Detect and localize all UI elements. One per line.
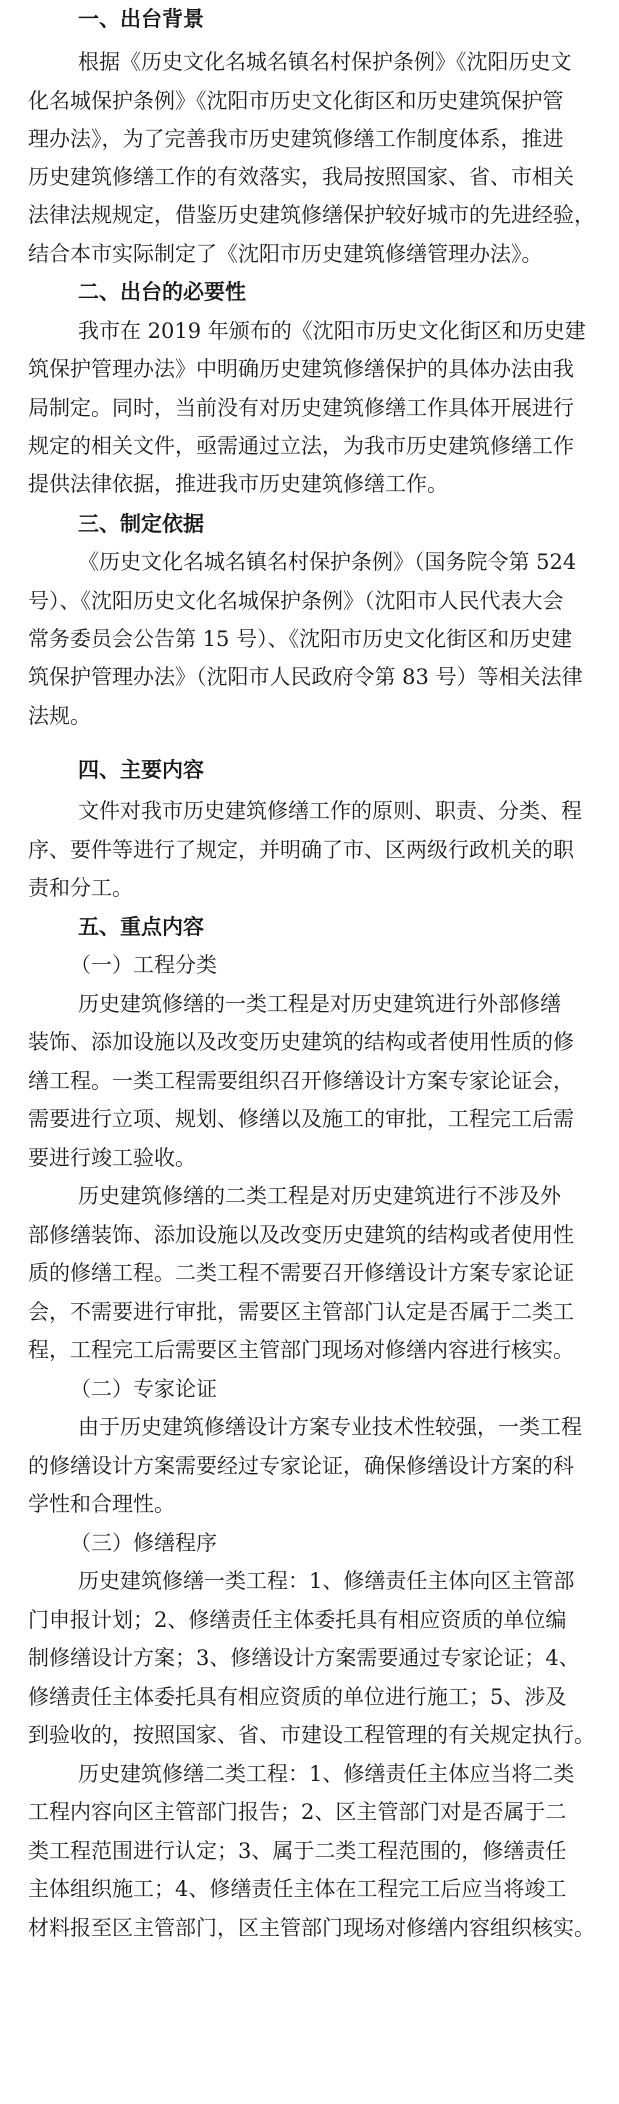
paragraph-line: 到验收的，按照国家、省、市建设工程管理的有关规定执行。: [28, 1723, 595, 1747]
paragraph-line: 门申报计划；2、修缮责任主体委托具有相应资质的单位编: [28, 1608, 567, 1632]
paragraph-line: 筑保护管理办法》中明确历史建筑修缮保护的具体办法由我: [28, 357, 574, 381]
paragraph-line: 常务委员会公告第 15 号）、《沈阳市历史文化街区和历史建: [28, 627, 573, 651]
paragraph-line: 程，工程完工后需要区主管部门现场对修缮内容进行核实。: [28, 1338, 574, 1362]
heading-key-content: 五、重点内容: [78, 915, 204, 939]
subheading-repair-procedure: （三）修缮程序: [70, 1531, 217, 1555]
paragraph-line: 需要进行立项、规划、修缮以及施工的审批，工程完工后需: [28, 1107, 574, 1131]
paragraph-line: 的修缮设计方案需要经过专家论证，确保修缮设计方案的科: [28, 1454, 574, 1478]
heading-main-content: 四、主要内容: [78, 758, 204, 782]
paragraph-line: 材料报至区主管部门，区主管部门现场对修缮内容组织核实。: [28, 1916, 595, 1940]
heading-background: 一、出台背景: [78, 7, 204, 31]
heading-basis: 三、制定依据: [78, 512, 204, 536]
paragraph-line: 装饰、添加设施以及改变历史建筑的结构或者使用性质的修: [28, 1030, 574, 1054]
paragraph-line: 筑保护管理办法》（沈阳市人民政府令第 83 号）等相关法律: [28, 665, 583, 689]
subheading-expert-review: （二）专家论证: [70, 1377, 217, 1401]
paragraph-line: 规定的相关文件，亟需通过立法，为我市历史建筑修缮工作: [28, 434, 574, 458]
paragraph-line: 法律法规规定，借鉴历史建筑修缮保护较好城市的先进经验，: [28, 203, 595, 227]
paragraph-line: 《历史文化名城名镇名村保护条例》（国务院令第 524: [78, 550, 577, 574]
paragraph-line: 制修缮设计方案；3、修缮设计方案需要通过专家论证；4、: [28, 1646, 580, 1670]
paragraph-line: 结合本市实际制定了《沈阳市历史建筑修缮管理办法》。: [28, 242, 543, 266]
paragraph-line: 号）、《沈阳历史文化名城保护条例》（沈阳市人民代表大会: [28, 589, 564, 613]
paragraph-line: 由于历史建筑修缮设计方案专业技术性较强，一类工程: [78, 1415, 582, 1439]
paragraph-line: 类工程范围进行认定；3、属于二类工程范围的，修缮责任: [28, 1839, 567, 1863]
paragraph-line: 会，不需要进行审批，需要区主管部门认定是否属于二类工: [28, 1300, 574, 1324]
heading-necessity: 二、出台的必要性: [78, 280, 246, 304]
paragraph-line: 主体组织施工；4、修缮责任主体在工程完工后应当将竣工: [28, 1877, 567, 1901]
paragraph-line: 法规。: [28, 704, 91, 728]
paragraph-line: 化名城保护条例》《沈阳市历史文化街区和历史建筑保护管: [28, 89, 564, 113]
paragraph-line: 责和分工。: [28, 876, 133, 900]
paragraph-line: 历史建筑修缮的一类工程是对历史建筑进行外部修缮: [78, 992, 561, 1016]
paragraph-line: 修缮责任主体委托具有相应资质的单位进行施工；5、涉及: [28, 1685, 567, 1709]
paragraph-line: 质的修缮工程。二类工程不需要召开修缮设计方案专家论证: [28, 1261, 574, 1285]
paragraph-line: 历史建筑修缮工作的有效落实，我局按照国家、省、市相关: [28, 165, 574, 189]
paragraph-line: 历史建筑修缮的二类工程是对历史建筑进行不涉及外: [78, 1184, 561, 1208]
paragraph-line: 根据《历史文化名城名镇名村保护条例》《沈阳历史文: [78, 50, 572, 74]
paragraph-line: 缮工程。一类工程需要组织召开修缮设计方案专家论证会，: [28, 1069, 574, 1093]
paragraph-line: 部修缮装饰、添加设施以及改变历史建筑的结构或者使用性: [28, 1223, 574, 1247]
paragraph-line: 历史建筑修缮一类工程：1、修缮责任主体向区主管部: [78, 1569, 575, 1593]
paragraph-line: 工程内容向区主管部门报告；2、区主管部门对是否属于二: [28, 1800, 567, 1824]
subheading-project-classification: （一）工程分类: [70, 953, 217, 977]
paragraph-line: 学性和合理性。: [28, 1492, 175, 1516]
paragraph-line: 文件对我市历史建筑修缮工作的原则、职责、分类、程: [78, 799, 582, 823]
paragraph-line: 局制定。同时，当前没有对历史建筑修缮工作具体开展进行: [28, 396, 574, 420]
paragraph-line: 理办法》，为了完善我市历史建筑修缮工作制度体系，推进: [28, 127, 564, 151]
paragraph-line: 我市在 2019 年颁布的《沈阳市历史文化街区和历史建: [78, 319, 586, 343]
paragraph-line: 历史建筑修缮二类工程：1、修缮责任主体应当将二类: [78, 1762, 575, 1786]
paragraph-line: 序、要件等进行了规定，并明确了市、区两级行政机关的职: [28, 838, 574, 862]
paragraph-line: 提供法律依据，推进我市历史建筑修缮工作。: [28, 472, 448, 496]
paragraph-line: 要进行竣工验收。: [28, 1146, 196, 1170]
